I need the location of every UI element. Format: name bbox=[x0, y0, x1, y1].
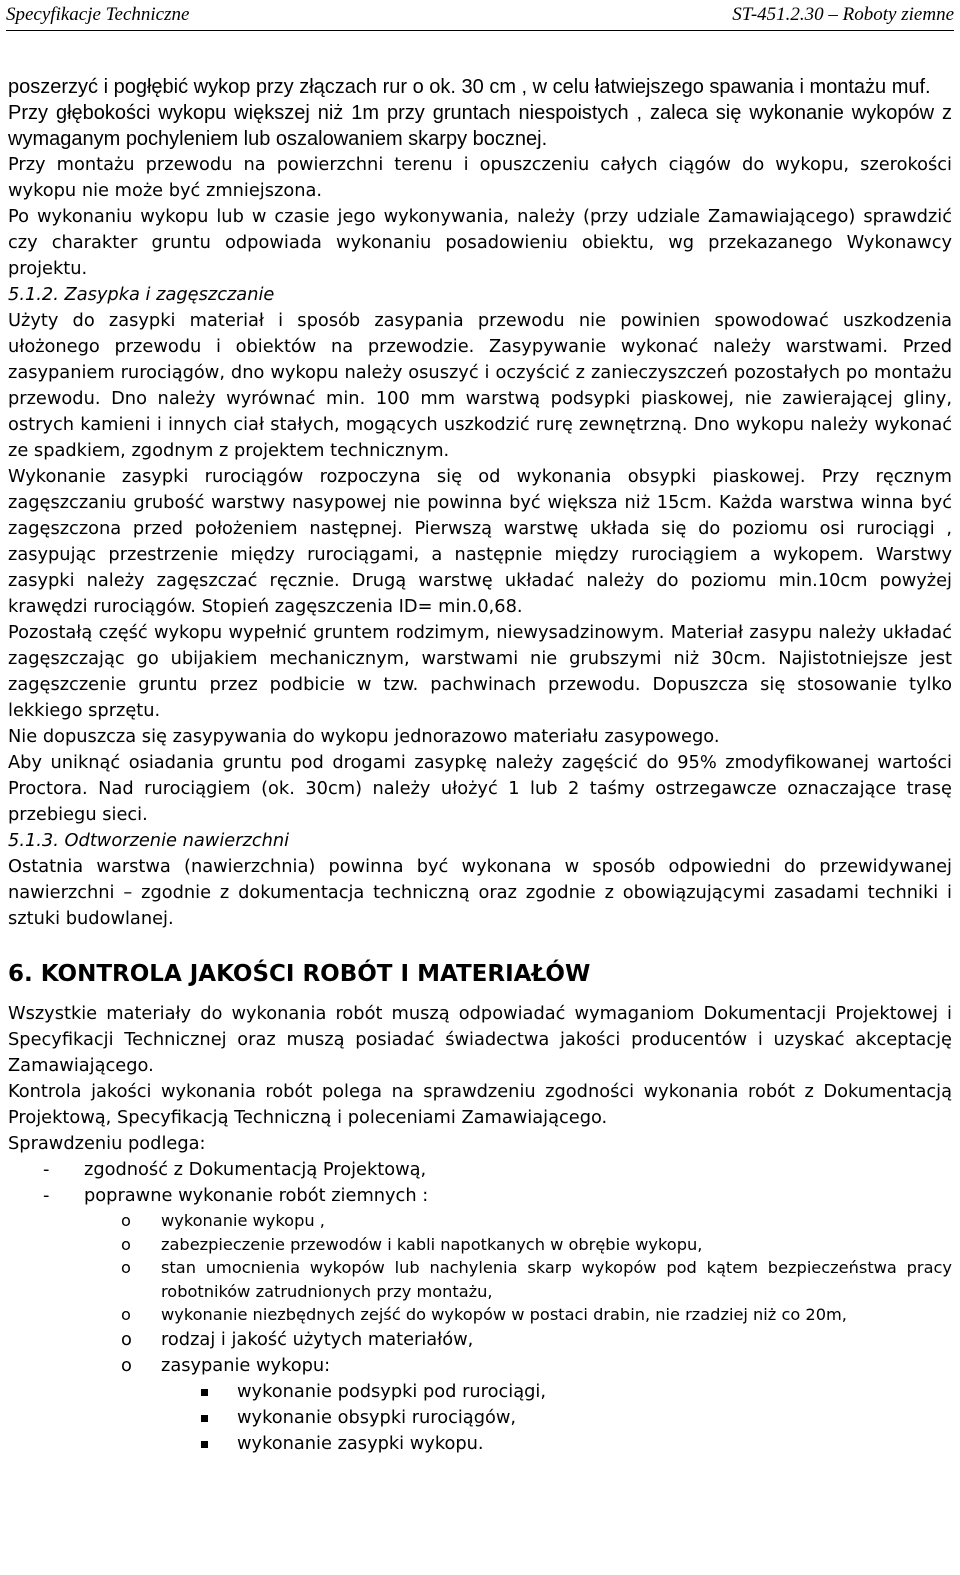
square-bullet-icon bbox=[201, 1441, 208, 1448]
square-bullet-icon bbox=[201, 1415, 208, 1422]
circle-list bbox=[8, 1209, 952, 1379]
paragraph: Sprawdzeniu podlega: bbox=[8, 1133, 206, 1154]
header-doc-code: ST-451.2.30 – Roboty ziemne bbox=[732, 4, 954, 25]
list-item: o zabezpieczenie przewodów i kabli napotkanych w obrębie wykopu, bbox=[121, 1234, 703, 1254]
paragraph: Pozostałą część wykopu wypełnić gruntem rodzimym, niewysadzinowym. Materiał zasypu należy układać zagęszczając go ubijakiem mechanicznym, warstwami nie grubszymi niż 30cm. Najistotniejsze jest zagęszczenie gruntu przez podbicie w tzw. pachwinach przewodu. Dopuszcza się stosowanie tylko lekkiego sprzętu. bbox=[8, 622, 952, 721]
paragraph: Aby uniknąć osiadania gruntu pod drogami zasypkę należy zagęścić do 95% zmodyfikowanej wartości Proctora. Nad rurociągiem (ok. 30cm) należy ułożyć 1 lub 2 taśmy ostrzegawcze oznaczające trasę przebiegu sieci. bbox=[8, 752, 952, 825]
paragraph: Przy głębokości wykopu większej niż 1m przy gruntach niespoistych , zaleca się wykonanie wykopów z wymaganym pochyleniem lub oszalowaniem skarpy bocznej. bbox=[8, 102, 952, 150]
paragraph: Nie dopuszcza się zasypywania do wykopu jednorazowo materiału zasypowego. bbox=[8, 726, 720, 747]
paragraph: Ostatnia warstwa (nawierzchnia) powinna być wykonana w sposób odpowiedni do przewidywanej nawierzchni – zgodnie z dokumentacja techniczną oraz zgodnie z obowiązującymi zasadami techniki i sztuki budowlanej. bbox=[8, 856, 952, 929]
list-item: - zgodność z Dokumentacją Projektową, bbox=[43, 1159, 427, 1180]
paragraph: Po wykonaniu wykopu lub w czasie jego wykonywania, należy (przy udziale Zamawiającego) sprawdzić czy charakter gruntu odpowiada wykonaniu posadowieniu obiektu, wg przekazanego Wykonawcy projektu. bbox=[8, 206, 952, 279]
paragraph: Wszystkie materiały do wykonania robót muszą odpowiadać wymaganiom Dokumentacji Projektowej i Specyfikacji Technicznej oraz muszą posiadać świadectwa jakości producentów i uzyskać akceptację Zamawiającego. bbox=[8, 1003, 952, 1076]
list-item: o wykonanie niezbędnych zejść do wykopów w postaci drabin, nie rzadziej niż co 20m, bbox=[121, 1305, 847, 1324]
list-item: wykonanie podsypki pod rurociągi, bbox=[8, 1379, 952, 1405]
paragraph: Kontrola jakości wykonania robót polega na sprawdzeniu zgodności wykonania robót z Dokumentacją Projektową, Specyfikacją Techniczną i poleceniami Zamawiającego. bbox=[8, 1081, 952, 1128]
list-item: o wykonanie wykopu , bbox=[121, 1211, 325, 1230]
list-item: o rodzaj i jakość użytych materiałów, bbox=[121, 1328, 474, 1350]
dash-list bbox=[8, 1157, 952, 1209]
list-item: wykonanie zasypki wykopu. bbox=[8, 1431, 952, 1457]
document-body bbox=[8, 74, 952, 1457]
paragraph: Wykonanie zasypki rurociągów rozpoczyna się od wykonania obsypki piaskowej. Przy ręcznym zagęszczaniu grubość warstwy nasypowej nie powinna być większa niż 15cm. Każda warstwa winna być zagęszczona przed położeniem następnej. Pierwszą warstwę układa się do poziomu osi rurociągi , zasypując przestrzenie między rurociągami, a następnie między rurociągiem a wykopem. Warstwy zasypki należy zagęszczać ręcznie. Drugą warstwę układać należy do poziomu min.10cm powyżej krawędzi rurociągów. Stopień zagęszczenia ID= min.0,68. bbox=[8, 466, 952, 617]
list-item: o zasypanie wykopu: bbox=[121, 1354, 331, 1376]
square-bullet-icon bbox=[201, 1389, 208, 1396]
header-doc-type: Specyfikacje Techniczne bbox=[6, 4, 190, 25]
paragraph: Przy montażu przewodu na powierzchni terenu i opuszczeniu całych ciągów do wykopu, szerokości wykopu nie może być zmniejszona. bbox=[8, 154, 952, 201]
paragraph: poszerzyć i pogłębić wykop przy złączach rur o ok. 30 cm , w celu łatwiejszego spawania i montażu muf. bbox=[8, 76, 931, 98]
square-list bbox=[8, 1379, 952, 1457]
subsection-heading-513: 5.1.3. Odtworzenie nawierzchni bbox=[8, 830, 290, 851]
list-item: wykonanie obsypki rurociągów, bbox=[8, 1405, 952, 1431]
list-item: - poprawne wykonanie robót ziemnych : bbox=[43, 1185, 429, 1206]
section-heading-6: 6. KONTROLA JAKOŚCI ROBÓT I MATERIAŁÓW bbox=[8, 961, 591, 987]
page-header bbox=[6, 0, 954, 31]
subsection-heading-512: 5.1.2. Zasypka i zagęszczanie bbox=[8, 284, 275, 305]
list-item: o stan umocnienia wykopów lub nachylenia skarp wykopów pod kątem bezpieczeństwa pracy robotników zatrudnionych przy montażu, bbox=[121, 1258, 952, 1301]
paragraph: Użyty do zasypki materiał i sposób zasypania przewodu nie powinien spowodować uszkodzenia ułożonego przewodu i obiektów na przewodzie. Zasypywanie wykonać należy warstwami. Przed zasypaniem rurociągów, dno wykopu należy osuszyć i oczyścić z zanieczyszczeń pozostałych po montażu przewodu. Dno należy wyrównać min. 100 mm warstwą podsypki piaskowej, nie zawierającej gliny, ostrych kamieni i innych ciał stałych, mogących uszkodzić rurę zewnętrzną. Dno wykopu należy wykonać ze spadkiem, zgodnym z projektem technicznym. bbox=[8, 310, 952, 461]
